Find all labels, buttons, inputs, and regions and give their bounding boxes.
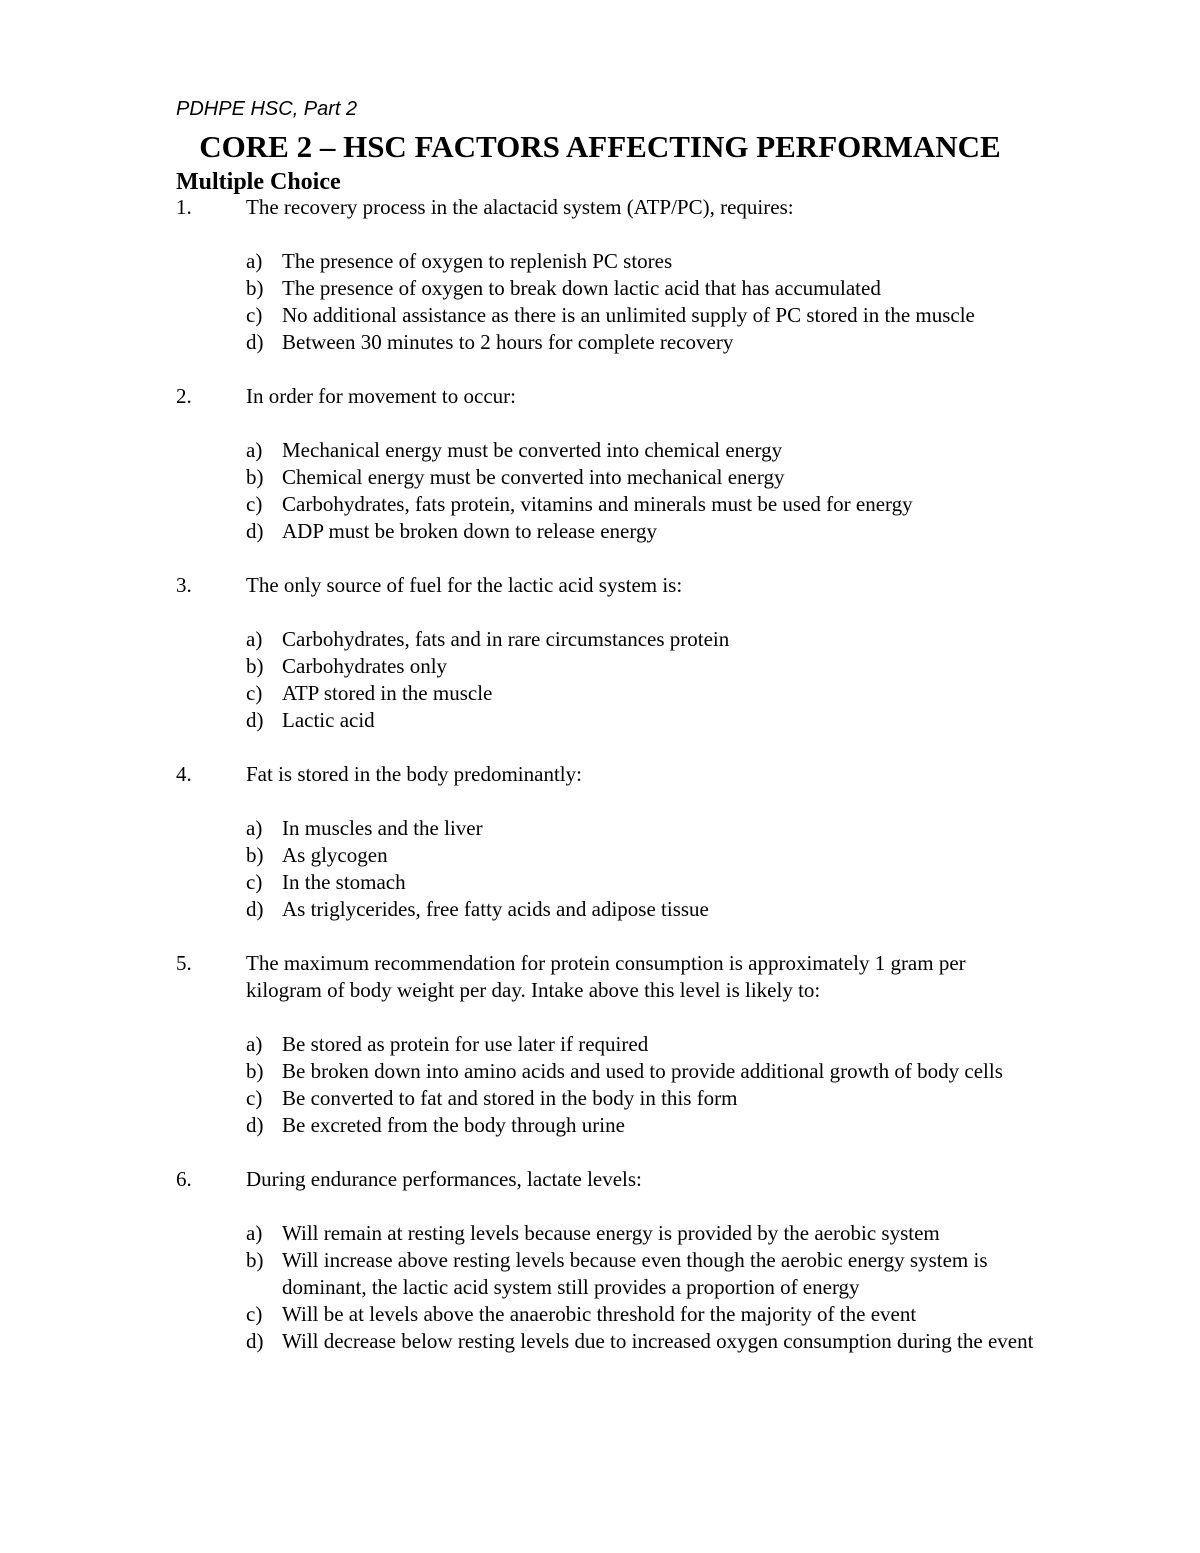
option-text: Be converted to fat and stored in the body in this form [282, 1086, 738, 1110]
option-text: In muscles and the liver [282, 816, 483, 840]
option-text: ATP stored in the muscle [282, 681, 493, 705]
option-text: Chemical energy must be converted into mechanical energy [282, 465, 785, 489]
question-text: The maximum recommendation for protein consumption is approximately 1 gram per kilogram of body weight per day. Intake above this level is likely to: [246, 951, 966, 1002]
option-letter: a) [246, 816, 263, 840]
option-letter: a) [246, 249, 263, 273]
option-text: Be stored as protein for use later if required [282, 1032, 649, 1056]
question-5 [0, 950, 1200, 1139]
option-letter: d) [246, 1113, 264, 1137]
question-number: 5. [176, 951, 192, 975]
question-number: 4. [176, 762, 192, 786]
answer-option [0, 329, 1200, 356]
answer-option [0, 491, 1200, 518]
question-list [0, 194, 1200, 1382]
answer-option [0, 680, 1200, 707]
option-letter: a) [246, 438, 263, 462]
question-text: The only source of fuel for the lactic acid system is: [246, 573, 683, 597]
option-letter: c) [246, 303, 263, 327]
answer-option [0, 464, 1200, 491]
option-text: Will decrease below resting levels due to increased oxygen consumption during the event [282, 1329, 1034, 1353]
option-letter: a) [246, 1221, 263, 1245]
question-text: Fat is stored in the body predominantly: [246, 762, 582, 786]
option-text: As glycogen [282, 843, 388, 867]
answer-option [0, 1301, 1200, 1328]
option-text: Will increase above resting levels because even though the aerobic energy system is dominant, the lactic acid system still provides a proportion of energy [282, 1248, 988, 1299]
option-letter: d) [246, 897, 264, 921]
answer-option [0, 302, 1200, 329]
option-letter: d) [246, 330, 264, 354]
question-6 [0, 1166, 1200, 1355]
answer-option [0, 1058, 1200, 1085]
option-text: Carbohydrates only [282, 654, 448, 678]
answer-option [0, 1247, 1200, 1301]
option-letter: c) [246, 492, 263, 516]
option-letter: d) [246, 519, 264, 543]
question-number: 2. [176, 384, 192, 408]
option-text: Mechanical energy must be converted into chemical energy [282, 438, 783, 462]
option-text: Lactic acid [282, 708, 375, 732]
answer-option [0, 653, 1200, 680]
answer-option [0, 1112, 1200, 1139]
option-letter: b) [246, 654, 264, 678]
option-text: Will be at levels above the anaerobic threshold for the majority of the event [282, 1302, 917, 1326]
question-number: 3. [176, 573, 192, 597]
option-letter: a) [246, 627, 263, 651]
option-letter: b) [246, 1059, 264, 1083]
option-letter: b) [246, 276, 264, 300]
answer-option [0, 1220, 1200, 1247]
option-letter: d) [246, 1329, 264, 1353]
option-letter: b) [246, 1248, 264, 1272]
option-text: ADP must be broken down to release energy [282, 519, 657, 543]
answer-option [0, 815, 1200, 842]
answer-option [0, 626, 1200, 653]
option-text: Will remain at resting levels because energy is provided by the aerobic system [282, 1221, 940, 1245]
answer-option [0, 896, 1200, 923]
answer-option [0, 437, 1200, 464]
option-letter: a) [246, 1032, 263, 1056]
option-text: Be broken down into amino acids and used to provide additional growth of body cells [282, 1059, 1003, 1083]
answer-option [0, 1031, 1200, 1058]
option-letter: c) [246, 870, 263, 894]
answer-option [0, 869, 1200, 896]
option-letter: b) [246, 843, 264, 867]
question-number: 1. [176, 195, 192, 219]
option-letter: d) [246, 708, 264, 732]
question-4 [0, 761, 1200, 923]
answer-option [0, 518, 1200, 545]
question-2 [0, 383, 1200, 545]
question-text: In order for movement to occur: [246, 384, 516, 408]
option-letter: c) [246, 1086, 263, 1110]
option-text: Between 30 minutes to 2 hours for complete recovery [282, 330, 734, 354]
option-text: Be excreted from the body through urine [282, 1113, 625, 1137]
page-header: PDHPE HSC, Part 2 [176, 98, 358, 120]
answer-option [0, 248, 1200, 275]
question-number: 6. [176, 1167, 192, 1191]
question-text: The recovery process in the alactacid system (ATP/PC), requires: [246, 195, 794, 219]
answer-option [0, 1328, 1200, 1355]
answer-option [0, 275, 1200, 302]
option-text: In the stomach [282, 870, 406, 894]
option-letter: c) [246, 1302, 263, 1326]
answer-option [0, 842, 1200, 869]
option-letter: c) [246, 681, 263, 705]
page-title: CORE 2 – HSC FACTORS AFFECTING PERFORMANCE [199, 129, 1001, 164]
answer-option [0, 707, 1200, 734]
question-text: During endurance performances, lactate levels: [246, 1167, 642, 1191]
question-3 [0, 572, 1200, 734]
section-subtitle: Multiple Choice [176, 169, 341, 195]
option-text: As triglycerides, free fatty acids and adipose tissue [282, 897, 709, 921]
option-text: Carbohydrates, fats protein, vitamins and minerals must be used for energy [282, 492, 913, 516]
option-text: Carbohydrates, fats and in rare circumstances protein [282, 627, 730, 651]
question-1 [0, 194, 1200, 356]
option-text: No additional assistance as there is an unlimited supply of PC stored in the muscle [282, 303, 975, 327]
option-text: The presence of oxygen to break down lactic acid that has accumulated [282, 276, 881, 300]
answer-option [0, 1085, 1200, 1112]
option-letter: b) [246, 465, 264, 489]
option-text: The presence of oxygen to replenish PC stores [282, 249, 673, 273]
